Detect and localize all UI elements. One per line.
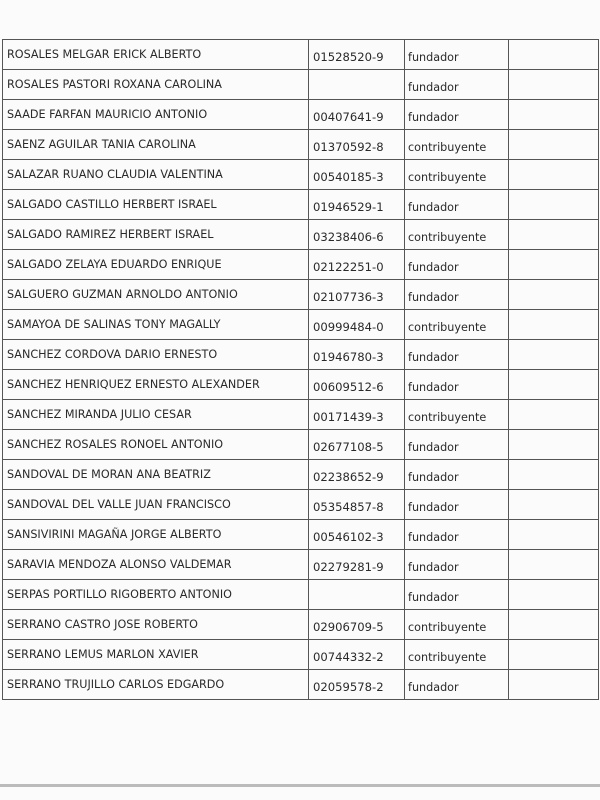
- member-name: SERRANO TRUJILLO CARLOS EDGARDO: [3, 670, 309, 700]
- member-name: SERRANO LEMUS MARLON XAVIER: [3, 640, 309, 670]
- members-table-body: [3, 40, 599, 700]
- table-row: [3, 130, 599, 160]
- member-id: 03238406-6: [309, 220, 405, 250]
- table-row: [3, 100, 599, 130]
- empty-cell: [509, 460, 599, 490]
- member-id: 00609512-6: [309, 370, 405, 400]
- member-name: SAMAYOA DE SALINAS TONY MAGALLY: [3, 310, 309, 340]
- member-id: 01946529-1: [309, 190, 405, 220]
- member-name: SAENZ AGUILAR TANIA CAROLINA: [3, 130, 309, 160]
- empty-cell: [509, 190, 599, 220]
- member-name: SANDOVAL DEL VALLE JUAN FRANCISCO: [3, 490, 309, 520]
- member-name: SALGADO CASTILLO HERBERT ISRAEL: [3, 190, 309, 220]
- member-type: fundador: [405, 70, 509, 100]
- empty-cell: [509, 40, 599, 70]
- member-id: 00407641-9: [309, 100, 405, 130]
- member-id: [309, 580, 405, 610]
- scan-edge-line: [0, 784, 600, 787]
- empty-cell: [509, 400, 599, 430]
- member-name: SANCHEZ HENRIQUEZ ERNESTO ALEXANDER: [3, 370, 309, 400]
- member-id: 02059578-2: [309, 670, 405, 700]
- member-type: fundador: [405, 520, 509, 550]
- member-type: contribuyente: [405, 220, 509, 250]
- table-row: [3, 310, 599, 340]
- member-id: 00546102-3: [309, 520, 405, 550]
- member-name: SALAZAR RUANO CLAUDIA VALENTINA: [3, 160, 309, 190]
- empty-cell: [509, 280, 599, 310]
- member-name: SANCHEZ ROSALES RONOEL ANTONIO: [3, 430, 309, 460]
- member-id: 02238652-9: [309, 460, 405, 490]
- table-row: [3, 430, 599, 460]
- empty-cell: [509, 70, 599, 100]
- member-type: fundador: [405, 460, 509, 490]
- table-row: [3, 370, 599, 400]
- empty-cell: [509, 340, 599, 370]
- table-row: [3, 640, 599, 670]
- table-row: [3, 340, 599, 370]
- empty-cell: [509, 370, 599, 400]
- member-type: contribuyente: [405, 640, 509, 670]
- member-type: fundador: [405, 340, 509, 370]
- empty-cell: [509, 580, 599, 610]
- empty-cell: [509, 220, 599, 250]
- table-row: [3, 40, 599, 70]
- member-id: 00171439-3: [309, 400, 405, 430]
- empty-cell: [509, 100, 599, 130]
- member-name: SANSIVIRINI MAGAÑA JORGE ALBERTO: [3, 520, 309, 550]
- empty-cell: [509, 550, 599, 580]
- member-type: fundador: [405, 100, 509, 130]
- member-type: fundador: [405, 250, 509, 280]
- member-type: fundador: [405, 670, 509, 700]
- table-row: [3, 550, 599, 580]
- table-row: [3, 670, 599, 700]
- member-type: fundador: [405, 370, 509, 400]
- member-id: 02906709-5: [309, 610, 405, 640]
- member-id: 00999484-0: [309, 310, 405, 340]
- empty-cell: [509, 310, 599, 340]
- member-id: 02107736-3: [309, 280, 405, 310]
- member-type: fundador: [405, 40, 509, 70]
- member-id: 02279281-9: [309, 550, 405, 580]
- member-type: contribuyente: [405, 130, 509, 160]
- member-type: contribuyente: [405, 310, 509, 340]
- table-row: [3, 70, 599, 100]
- member-id: 02677108-5: [309, 430, 405, 460]
- table-row: [3, 160, 599, 190]
- table-row: [3, 490, 599, 520]
- member-name: SARAVIA MENDOZA ALONSO VALDEMAR: [3, 550, 309, 580]
- member-id: 05354857-8: [309, 490, 405, 520]
- member-id: 01370592-8: [309, 130, 405, 160]
- empty-cell: [509, 640, 599, 670]
- member-name: SAADE FARFAN MAURICIO ANTONIO: [3, 100, 309, 130]
- member-name: SANCHEZ MIRANDA JULIO CESAR: [3, 400, 309, 430]
- member-name: SANCHEZ CORDOVA DARIO ERNESTO: [3, 340, 309, 370]
- member-id: 02122251-0: [309, 250, 405, 280]
- member-name: SANDOVAL DE MORAN ANA BEATRIZ: [3, 460, 309, 490]
- member-type: contribuyente: [405, 610, 509, 640]
- empty-cell: [509, 520, 599, 550]
- member-name: SALGUERO GUZMAN ARNOLDO ANTONIO: [3, 280, 309, 310]
- members-table: [2, 39, 599, 700]
- member-type: fundador: [405, 550, 509, 580]
- member-type: fundador: [405, 430, 509, 460]
- member-id: 01528520-9: [309, 40, 405, 70]
- member-type: contribuyente: [405, 400, 509, 430]
- member-type: fundador: [405, 190, 509, 220]
- table-row: [3, 190, 599, 220]
- member-name: ROSALES MELGAR ERICK ALBERTO: [3, 40, 309, 70]
- table-row: [3, 520, 599, 550]
- member-type: fundador: [405, 580, 509, 610]
- member-name: SALGADO ZELAYA EDUARDO ENRIQUE: [3, 250, 309, 280]
- empty-cell: [509, 490, 599, 520]
- member-id: 00744332-2: [309, 640, 405, 670]
- table-row: [3, 460, 599, 490]
- empty-cell: [509, 250, 599, 280]
- member-name: SALGADO RAMIREZ HERBERT ISRAEL: [3, 220, 309, 250]
- table-row: [3, 400, 599, 430]
- member-id: [309, 70, 405, 100]
- table-row: [3, 280, 599, 310]
- table-row: [3, 250, 599, 280]
- member-name: SERRANO CASTRO JOSE ROBERTO: [3, 610, 309, 640]
- member-type: fundador: [405, 490, 509, 520]
- table-row: [3, 610, 599, 640]
- member-type: fundador: [405, 280, 509, 310]
- member-type: contribuyente: [405, 160, 509, 190]
- empty-cell: [509, 430, 599, 460]
- empty-cell: [509, 670, 599, 700]
- table-row: [3, 580, 599, 610]
- member-name: SERPAS PORTILLO RIGOBERTO ANTONIO: [3, 580, 309, 610]
- member-id: 00540185-3: [309, 160, 405, 190]
- member-name: ROSALES PASTORI ROXANA CAROLINA: [3, 70, 309, 100]
- empty-cell: [509, 160, 599, 190]
- empty-cell: [509, 130, 599, 160]
- empty-cell: [509, 610, 599, 640]
- table-row: [3, 220, 599, 250]
- member-id: 01946780-3: [309, 340, 405, 370]
